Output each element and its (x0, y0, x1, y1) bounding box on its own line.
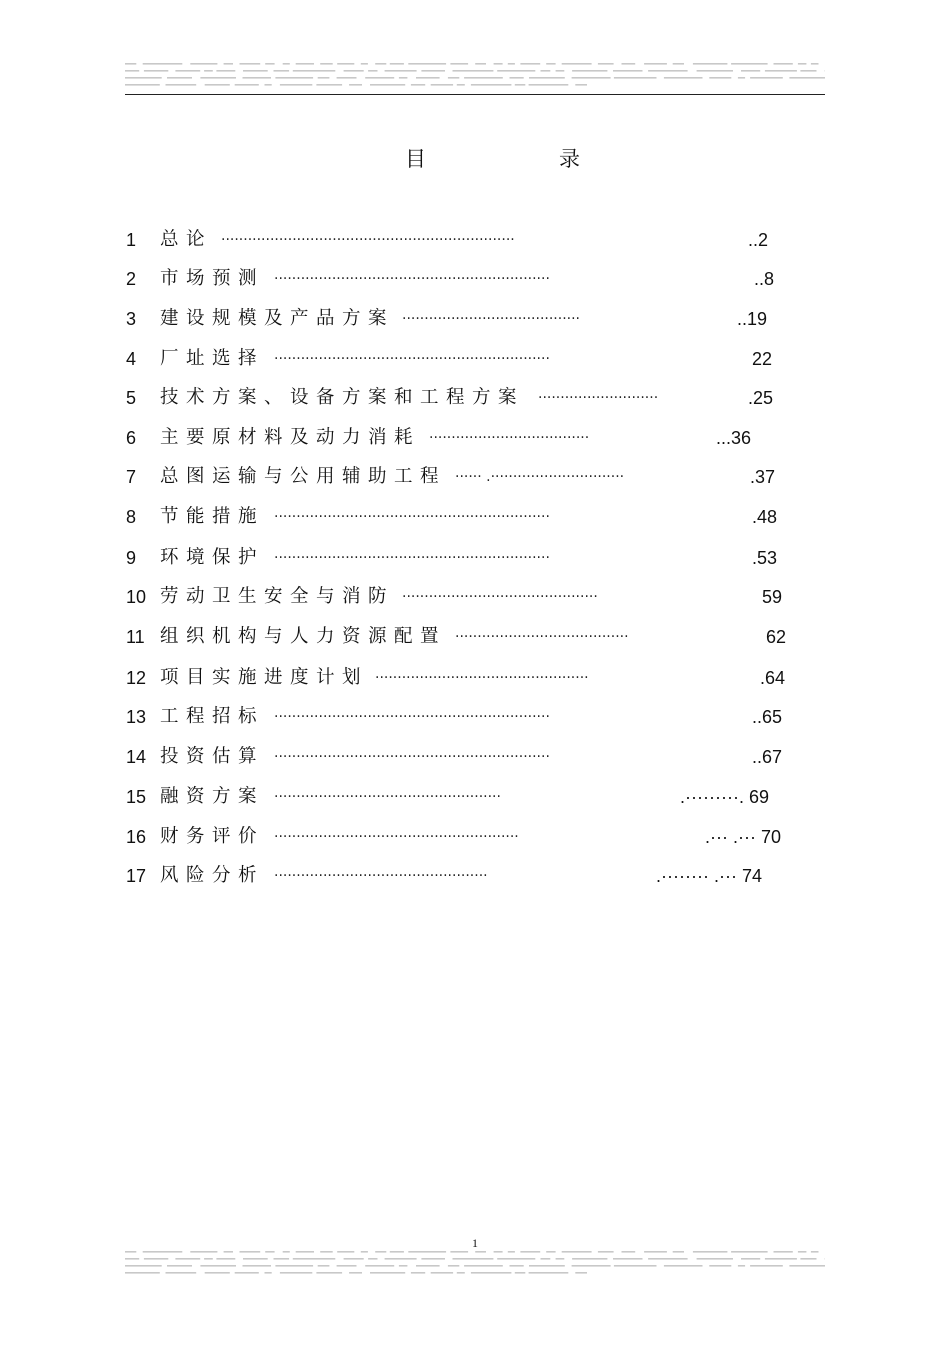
toc-entry[interactable] (126, 339, 826, 379)
toc-entry-leader: ······························································ (274, 509, 550, 525)
toc-entry[interactable] (126, 418, 826, 458)
toc-entry-title: 总论 (160, 229, 213, 250)
toc-entry-number: 10 (126, 587, 147, 607)
toc-entry-leader: ······························································ (274, 550, 550, 566)
toc-entry[interactable] (126, 617, 826, 657)
toc-entry-number: 4 (126, 349, 137, 369)
page-title: 目 录 (405, 147, 636, 171)
toc-entry-title: 风险分析 (160, 865, 265, 886)
header-noise-text (125, 60, 825, 92)
toc-entry-number: 15 (126, 787, 147, 807)
toc-entry-leader: ······ .······························ (455, 469, 625, 485)
toc-entry-page: .··· .··· 70 (705, 827, 781, 847)
toc-entry-title: 融资方案 (160, 786, 265, 807)
toc-entry[interactable] (126, 737, 826, 777)
toc-entry-number: 6 (126, 428, 137, 448)
toc-entry-leader: ······················································· (274, 829, 519, 845)
toc-entry[interactable] (126, 457, 826, 497)
toc-entry-number: 16 (126, 827, 147, 847)
toc-entry-page: 62 (766, 627, 787, 647)
toc-entry-number: 8 (126, 507, 137, 527)
toc-entry-leader: ········································ (402, 311, 581, 327)
toc-entry-number: 17 (126, 866, 147, 886)
toc-entry-number: 7 (126, 467, 137, 487)
toc-entry-leader: ······························································ (274, 749, 550, 765)
toc-entry[interactable] (126, 697, 826, 737)
toc-entry-title: 主要原材料及动力消耗 (160, 427, 421, 448)
toc-entry-title: 厂址选择 (160, 348, 265, 369)
toc-entry[interactable] (126, 497, 826, 537)
toc-entry-title: 节能措施 (160, 506, 265, 527)
toc-entry-number: 12 (126, 668, 147, 688)
toc-entry[interactable] (126, 577, 826, 617)
toc-entry-number: 9 (126, 548, 137, 568)
toc-entry-title: 组织机构与人力资源配置 (160, 626, 447, 647)
toc-entry-page: 59 (762, 587, 783, 607)
toc-entry-leader: ··················································· (274, 789, 501, 805)
toc-entry-title: 劳动卫生安全与消防 (160, 586, 395, 607)
toc-entry-leader: ············································ (402, 589, 598, 605)
toc-entry-title: 总图运输与公用辅助工程 (160, 466, 447, 487)
toc-entry[interactable] (126, 817, 826, 857)
toc-entry[interactable] (126, 856, 826, 896)
toc-entry-title: 建设规模及产品方案 (160, 308, 395, 329)
toc-entry-number: 5 (126, 388, 137, 408)
toc-entry-title: 市场预测 (160, 268, 265, 289)
toc-entry-number: 1 (126, 230, 137, 250)
toc-entry-page: .37 (750, 467, 776, 487)
toc-entry-number: 14 (126, 747, 147, 767)
toc-entry-page: .64 (760, 668, 786, 688)
toc-entry[interactable] (126, 259, 826, 299)
toc-entry-page: ...36 (716, 428, 752, 448)
toc-entry[interactable] (126, 658, 826, 698)
toc-entry-title: 工程招标 (160, 706, 265, 727)
toc-entry-title: 财务评价 (160, 826, 265, 847)
toc-entry-page: .········ .··· 74 (656, 866, 762, 886)
toc-entry[interactable] (126, 777, 826, 817)
toc-entry-leader: ······························································ (274, 709, 550, 725)
toc-entry-page: ..67 (752, 747, 783, 767)
toc-entry-page: ..19 (737, 309, 768, 329)
page-number: 1 (472, 1236, 478, 1250)
toc-entry-leader: ················································ (375, 670, 589, 686)
toc-entry-page: .53 (752, 548, 778, 568)
header-rule (125, 94, 825, 95)
toc-entry[interactable] (126, 220, 826, 260)
toc-entry-title: 投资估算 (160, 746, 265, 767)
toc-entry-leader: ······························································ (274, 351, 550, 367)
toc-entry-leader: ··························· (538, 390, 659, 406)
toc-entry-page: ..8 (754, 269, 775, 289)
toc-entry-leader: ······························································ (274, 271, 550, 287)
toc-entry-number: 2 (126, 269, 137, 289)
toc-entry-title: 环境保护 (160, 547, 265, 568)
toc-entry-number: 11 (126, 627, 145, 647)
toc-entry[interactable] (126, 538, 826, 578)
toc-entry-page: 22 (752, 349, 773, 369)
toc-entry-leader: ······································· (455, 629, 629, 645)
toc-entry-title: 技术方案、设备方案和工程方案 (160, 387, 525, 408)
toc-entry-page: .48 (752, 507, 778, 527)
toc-entry-leader: ·································································· (221, 232, 515, 248)
toc-entry-page: .25 (748, 388, 774, 408)
toc-entry-number: 13 (126, 707, 147, 727)
footer-noise-text (125, 1248, 825, 1278)
toc-entry-page: .·········. 69 (680, 787, 769, 807)
toc-entry-page: ..65 (752, 707, 783, 727)
toc-entry-leader: ···································· (429, 430, 590, 446)
toc-entry-page: ..2 (748, 230, 769, 250)
toc-entry-leader: ················································ (274, 868, 488, 884)
toc-entry[interactable] (126, 378, 826, 418)
toc-entry-title: 项目实施进度计划 (160, 667, 369, 688)
toc-entry[interactable] (126, 299, 826, 339)
toc-entry-number: 3 (126, 309, 137, 329)
